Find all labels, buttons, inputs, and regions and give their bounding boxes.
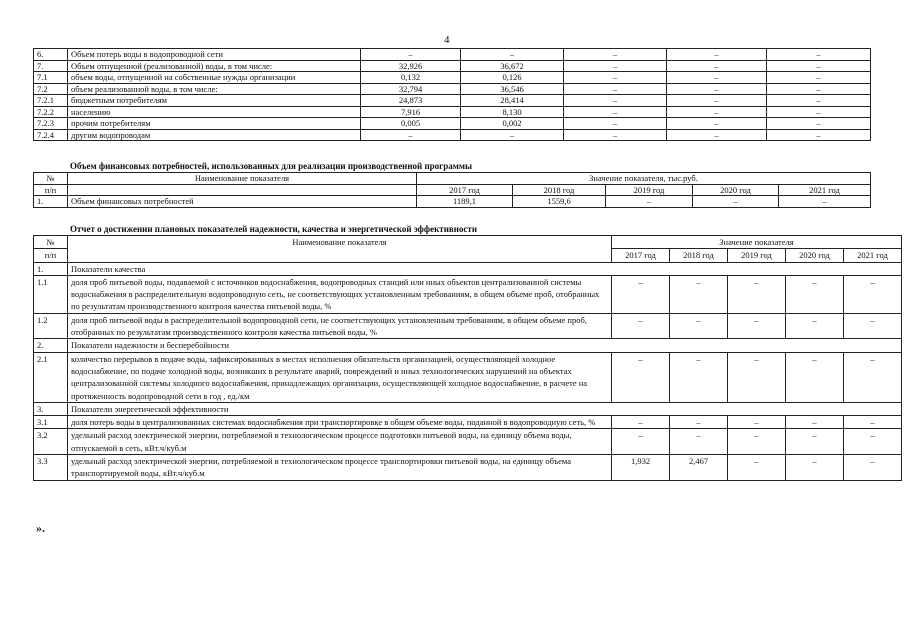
row-name: доля проб питьевой воды, подаваемой с источников водоснабжения, водопроводных станций или иных объектов централизованной системы водоснабжения в распределительную водопроводную сеть, не соответствующих установленным требованиям, в общем объеме проб, отобранных по результатам производственного контроля качества питьевой воды, % [68,275,612,313]
row-value: – [667,83,767,95]
row-value: – [361,129,461,141]
row-value: – [612,429,670,455]
row-num: 7.2 [34,83,68,95]
row-value: – [667,49,767,61]
row-name: количество перерывов в подаче воды, зафиксированных в местах исполнения обязательств организацией, осуществляющей холодное водоснабжение, по подаче холодной воды, возникших в результате аварий, повреждений и иных технологических нарушений на объектах централизованной системы холодного водоснабжения, принадлежащих организации, осуществляющей холодное водоснабжение, в расчете на протяженность водопроводной сети в год , ед./км [68,352,612,402]
row-value: – [728,352,786,402]
row-value: 7,916 [361,106,461,118]
row-value: 28,414 [461,95,564,107]
row-value: – [728,416,786,429]
row-value: – [728,275,786,313]
row-value: 0,132 [361,72,461,84]
section-row [34,402,902,415]
row-name: Объем отпущенной (реализованной) воды, в том числе: [68,60,361,72]
header-value: Значение показателя [612,236,902,249]
row-value: – [564,72,667,84]
row-value: – [667,106,767,118]
section-title: Показатели надежности и бесперебойности [68,339,902,352]
row-value: – [844,416,902,429]
row-num: 1. [34,196,68,208]
year-header: 2020 год [693,184,779,196]
row-value: – [767,118,871,130]
row-num: 1. [34,262,68,275]
row-value: – [786,455,844,481]
row-value: – [767,72,871,84]
table-row [34,83,871,95]
row-num: 7.2.1 [34,95,68,107]
row-value: – [667,95,767,107]
row-num: 2. [34,339,68,352]
year-header: 2019 год [728,249,786,262]
row-value: 36,546 [461,83,564,95]
row-num: 7.2.4 [34,129,68,141]
closing-quote-mark: ». [36,521,45,535]
table-row [34,106,871,118]
row-value: 1,932 [612,455,670,481]
row-name: объем реализованной воды, в том числе: [68,83,361,95]
header-name-blank [68,184,417,196]
table-row [34,352,902,402]
row-value: – [844,455,902,481]
year-header: 2017 год [612,249,670,262]
row-value: – [767,49,871,61]
year-header: 2018 год [670,249,728,262]
indicators-table [33,235,902,481]
row-value: 32,794 [361,83,461,95]
row-value: – [564,129,667,141]
table-row [34,275,902,313]
table-row [34,429,902,455]
row-value: – [767,83,871,95]
row-name: населению [68,106,361,118]
row-value: – [767,95,871,107]
table-row [34,455,902,481]
row-num: 7.2.3 [34,118,68,130]
row-value: 1189,1 [417,196,513,208]
header-num: № [34,173,68,185]
row-num: 1.2 [34,313,68,339]
row-name: доля проб питьевой воды в распределительной водопроводной сети, не соответствующих установленным требованиям, в общем объеме проб, отобранных по результатам производственного контроля качества питьевой воды, % [68,313,612,339]
row-value: – [667,72,767,84]
water-balance-table [33,48,871,141]
header-value: Значение показателя, тыс.руб. [417,173,871,185]
table-row [34,416,902,429]
row-value: – [564,49,667,61]
row-value: – [767,60,871,72]
row-name: удельный расход электрической энергии, потребляемой в технологическом процессе транспортировки питьевой воды, на единицу объема транспортируемой воды, кВт.ч/куб.м [68,455,612,481]
row-value: – [612,352,670,402]
section-title: Показатели качества [68,262,902,275]
row-value: – [844,313,902,339]
row-name: Объем финансовых потребностей [68,196,417,208]
row-value: – [728,455,786,481]
row-value: – [786,416,844,429]
row-value: – [844,352,902,402]
table-row [34,95,871,107]
row-value: 32,926 [361,60,461,72]
row-name: доля потерь воды в централизованных системах водоснабжения при транспортировке в общем объеме воды, поданной в водопроводную сеть, % [68,416,612,429]
row-value: 0,002 [461,118,564,130]
row-value: – [667,118,767,130]
row-value: – [564,83,667,95]
section-row [34,262,902,275]
row-name: объем воды, отпущенной на собственные нужды организации [68,72,361,84]
row-value: – [612,313,670,339]
header-num-2: п/п [34,249,68,262]
row-value: – [667,60,767,72]
row-value: – [693,196,779,208]
row-value: – [670,352,728,402]
row-value: – [670,275,728,313]
row-value: – [564,95,667,107]
row-value: – [786,313,844,339]
row-value: – [786,275,844,313]
table-row [34,118,871,130]
row-value: – [767,106,871,118]
row-value: – [606,196,693,208]
header-name: Наименование показателя [68,173,417,185]
row-num: 7.1 [34,72,68,84]
table-row [34,129,871,141]
row-name: Объем потерь воды в водопроводной сети [68,49,361,61]
row-num: 1.1 [34,275,68,313]
row-value: 2,467 [670,455,728,481]
row-value: – [564,106,667,118]
row-num: 6. [34,49,68,61]
table-row [34,196,871,208]
header-num: № [34,236,68,249]
row-value: – [767,129,871,141]
table-row [34,72,871,84]
row-name: другим водопроводам [68,129,361,141]
row-num: 3.1 [34,416,68,429]
row-value: 36,672 [461,60,564,72]
row-value: 1559,6 [513,196,606,208]
section-title: Показатели энергетической эффективности [68,402,902,415]
row-value: – [670,416,728,429]
row-value: 24,873 [361,95,461,107]
row-value: – [461,49,564,61]
row-value: – [844,429,902,455]
row-value: – [844,275,902,313]
row-num: 3.2 [34,429,68,455]
row-value: – [779,196,871,208]
row-num: 3.3 [34,455,68,481]
row-value: – [667,129,767,141]
row-num: 2.1 [34,352,68,402]
row-value: – [786,429,844,455]
year-header: 2021 год [779,184,871,196]
row-value: – [564,60,667,72]
row-value: – [670,429,728,455]
year-header: 2021 год [844,249,902,262]
row-value: – [728,313,786,339]
row-value: 8,130 [461,106,564,118]
financial-table-caption: Объем финансовых потребностей, использованных для реализации производственной программы [70,161,473,171]
row-name: прочим потребителям [68,118,361,130]
row-value: – [612,416,670,429]
year-header: 2019 год [606,184,693,196]
table-row [34,49,871,61]
indicators-table-caption: Отчет о достижении плановых показателей надежности, качества и энергетической эффективности [70,224,478,234]
row-value: – [786,352,844,402]
row-value: – [564,118,667,130]
page-number: 4 [444,34,450,46]
row-value: 0,126 [461,72,564,84]
row-value: – [361,49,461,61]
row-name: бюджетным потребителям [68,95,361,107]
row-value: – [461,129,564,141]
table-row [34,60,871,72]
section-row [34,339,902,352]
financial-needs-table [33,172,871,208]
row-value: 0,005 [361,118,461,130]
header-num-2: п/п [34,184,68,196]
header-name: Наименование показателя [68,236,612,263]
row-value: – [670,313,728,339]
row-value: – [612,275,670,313]
year-header: 2018 год [513,184,606,196]
year-header: 2017 год [417,184,513,196]
row-num: 7.2.2 [34,106,68,118]
row-value: – [728,429,786,455]
year-header: 2020 год [786,249,844,262]
row-name: удельный расход электрической энергии, потребляемой в технологическом процессе подготовки питьевой воды, на единицу объема воды, отпускаемой в сеть, кВт.ч/куб.м [68,429,612,455]
row-num: 7. [34,60,68,72]
table-row [34,313,902,339]
row-num: 3. [34,402,68,415]
